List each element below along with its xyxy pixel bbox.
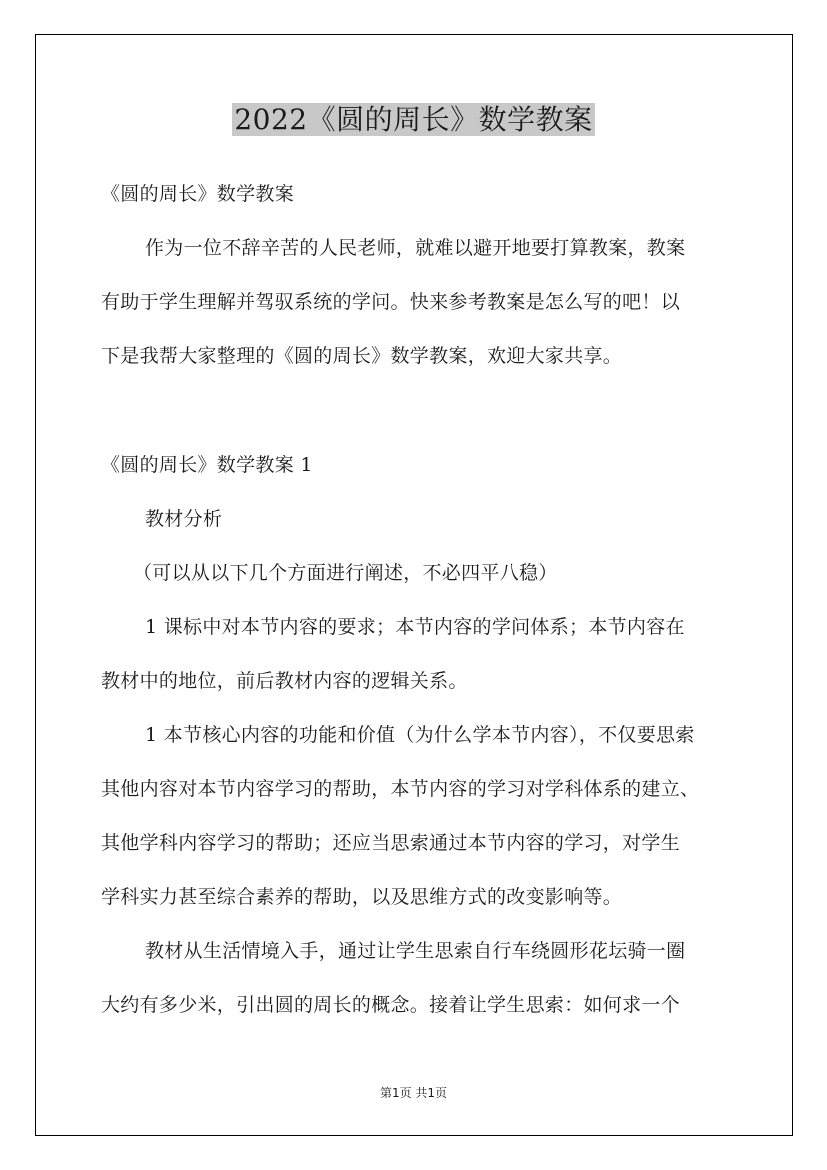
paragraph-line: （可以从以下几个方面进行阐述，不必四平八稳） bbox=[133, 562, 558, 584]
subsection-heading: 教材分析 bbox=[145, 508, 223, 530]
paragraph-line: 下是我帮大家整理的《圆的周长》数学教案，欢迎大家共享。 bbox=[101, 345, 623, 367]
document-title bbox=[0, 100, 827, 140]
paragraph-line: 1 本节核心内容的功能和价值（为什么学本节内容），不仅要思索 bbox=[145, 724, 695, 746]
paragraph-line: 学科实力甚至综合素养的帮助，以及思维方式的改变影响等。 bbox=[101, 886, 623, 908]
paragraph-line: 1 课标中对本节内容的要求；本节内容的学问体系；本节内容在 bbox=[145, 616, 685, 638]
paragraph-line: 其他学科内容学习的帮助；还应当思索通过本节内容的学习，对学生 bbox=[101, 832, 681, 854]
page-number: 第1页 共1页 bbox=[379, 1086, 448, 1100]
paragraph-line: 大约有多少米，引出圆的周长的概念。接着让学生思索：如何求一个 bbox=[101, 994, 681, 1016]
paragraph-line: 其他内容对本节内容学习的帮助，本节内容的学习对学科体系的建立、 bbox=[101, 778, 700, 800]
document-title-text: 2022《圆的周长》数学教案 bbox=[234, 103, 593, 136]
paragraph-line: 教材从生活情境入手，通过让学生思索自行车绕圆形花坛骑一圈 bbox=[145, 940, 686, 962]
paragraph-line: 教材中的地位，前后教材内容的逻辑关系。 bbox=[101, 670, 468, 692]
subtitle-line: 《圆的周长》数学教案 bbox=[101, 183, 295, 205]
section-heading: 《圆的周长》数学教案 1 bbox=[101, 454, 313, 476]
paragraph-line: 有助于学生理解并驾驭系统的学问。快来参考教案是怎么写的吧！以 bbox=[101, 291, 681, 313]
paragraph-line: 作为一位不辞辛苦的人民老师，就难以避开地要打算教案，教案 bbox=[145, 237, 686, 259]
